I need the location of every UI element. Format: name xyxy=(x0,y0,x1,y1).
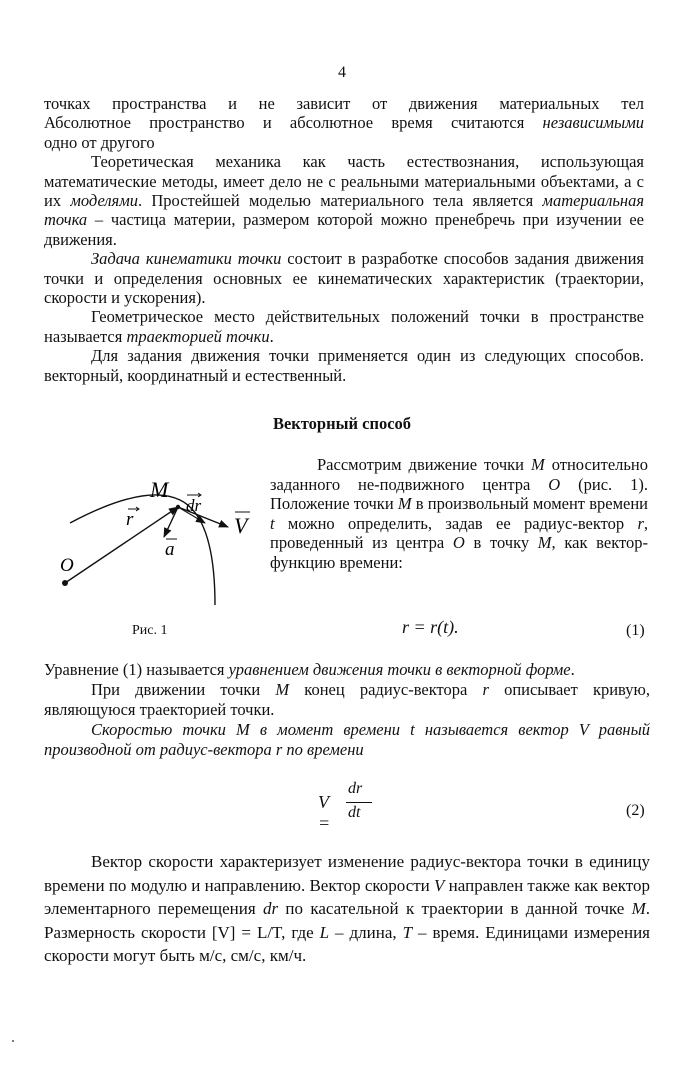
final-text xyxy=(44,850,650,968)
text-run: . Размерность скорости [V] = L/T, где xyxy=(44,899,651,942)
page-number: 4 xyxy=(338,64,346,81)
text-run: O xyxy=(548,474,561,494)
figure-caption: Рис. 1 xyxy=(132,623,168,638)
text-run: (рис. 1). Положение точки xyxy=(270,474,648,514)
text-run: моделями xyxy=(70,191,138,211)
intro-text xyxy=(44,94,644,385)
text-run: M xyxy=(275,680,290,699)
label-r: r xyxy=(126,509,134,530)
text-run: V xyxy=(434,875,445,895)
final-paragraph xyxy=(44,850,650,968)
text-run: . Простейшей моделью материального тела является xyxy=(138,191,543,211)
text-run: одно от другого xyxy=(44,132,155,152)
text-run: M xyxy=(537,533,552,553)
label-V: V xyxy=(234,513,248,538)
figure-1 xyxy=(50,465,290,625)
text-run: , проведенный из центра xyxy=(270,513,648,553)
text-run: Скоростью точки M в момент времени t называется вектор V равный производной от радиус-вектора r по времени xyxy=(44,720,650,759)
radius-vector-arrow xyxy=(65,507,178,583)
text-run: описывает кривую, являющуюся траекторией точки. xyxy=(44,680,650,719)
body-text xyxy=(44,660,650,760)
figure-side-text xyxy=(270,455,648,573)
text-run: состоит в разработке способов задания движения точки и определения основных ее кинематических характеристик (траектории, скорости и ускорения). xyxy=(44,249,644,308)
text-run: – длина, xyxy=(329,922,403,942)
paragraph xyxy=(44,680,650,720)
text-run: . xyxy=(570,660,575,679)
text-run: r xyxy=(637,513,644,533)
text-run: , как вектор-функцию времени: xyxy=(270,533,648,572)
text-run: точках пространства и не зависит от движения материальных тел xyxy=(44,94,644,113)
text-run: Теоретическая механика как часть естествознания, использующая математические методы, имеет дело не с реальными материальными объектами, а с их xyxy=(44,152,644,211)
paragraph xyxy=(44,720,650,760)
text-run: L xyxy=(319,922,330,942)
paragraph xyxy=(44,152,644,249)
equation-1: r = r(t). xyxy=(402,617,459,637)
text-run: Вектор скорости характеризует изменение радиус-вектора точки в единицу времени по модулю и направлению. Вектор скорости xyxy=(44,852,650,895)
equation-1-number: (1) xyxy=(626,622,645,639)
paragraph xyxy=(44,249,644,307)
text-run: Для задания движения точки применяется один из следующих способов. векторный, координатный и естественный. xyxy=(44,346,644,385)
center-point-O xyxy=(62,580,68,586)
paragraph xyxy=(44,94,644,113)
text-run: траекторией точки xyxy=(126,326,270,346)
text-run: конец радиус-вектора xyxy=(289,680,483,699)
text-run: Геометрическое место действительных положений точки в пространстве называется xyxy=(44,307,644,346)
text-run: M xyxy=(631,899,646,918)
paragraph xyxy=(44,307,644,346)
text-run: независимыми xyxy=(542,113,644,133)
text-run: Рассмотрим движение точки xyxy=(317,455,531,474)
text-run: в точку xyxy=(464,533,538,553)
text-run: Задача кинематики точки xyxy=(91,249,282,269)
text-run: M xyxy=(531,455,545,474)
text-run: dr xyxy=(263,899,279,918)
equation-2-numerator: dr xyxy=(348,780,363,797)
text-run: M xyxy=(397,494,412,514)
paragraph xyxy=(44,113,644,132)
text-run: . xyxy=(269,326,274,346)
text-run: Уравнение (1) называется xyxy=(44,660,229,679)
text-run: Абсолютное пространство и абсолютное время считаются xyxy=(44,113,543,133)
paragraph xyxy=(44,346,644,385)
fraction-bar xyxy=(346,802,372,803)
equation-2-denominator: dt xyxy=(348,804,361,821)
equation-2-lhs: V = xyxy=(318,792,331,833)
paragraph xyxy=(44,133,644,152)
equation-2-number: (2) xyxy=(626,802,645,819)
text-run: t xyxy=(270,513,275,533)
text-run: – частица материи, размером которой можно пренебречь при изучении ее движения. xyxy=(44,210,644,249)
speck xyxy=(12,1040,14,1042)
paragraph xyxy=(270,455,648,573)
text-run: по касательной к траектории в данной точке xyxy=(278,899,632,918)
section-heading: Векторный способ xyxy=(272,414,412,433)
text-run: относительно заданного не-подвижного центра xyxy=(270,455,648,494)
text-run: уравнением движения точки в векторной форме xyxy=(228,660,571,679)
text-run: – время. Единицами измерения скорости могут быть м/с, см/с, км/ч. xyxy=(44,922,650,965)
label-a: a xyxy=(165,539,175,560)
label-M: M xyxy=(150,477,169,502)
text-run: можно определить, задав ее радиус-вектор xyxy=(274,513,638,533)
text-run: материальная точка xyxy=(44,191,644,230)
label-O: O xyxy=(60,555,74,576)
text-run: r xyxy=(482,680,489,699)
text-run: T xyxy=(402,922,413,942)
paragraph xyxy=(44,660,650,680)
text-run: в произвольный момент времени xyxy=(411,494,648,514)
text-run: направлен также как вектор элементарного перемещения xyxy=(44,875,650,918)
text-run: При движении точки xyxy=(91,680,276,699)
point-M xyxy=(176,505,180,509)
label-dr: dr xyxy=(186,496,202,515)
text-run: O xyxy=(452,533,465,553)
